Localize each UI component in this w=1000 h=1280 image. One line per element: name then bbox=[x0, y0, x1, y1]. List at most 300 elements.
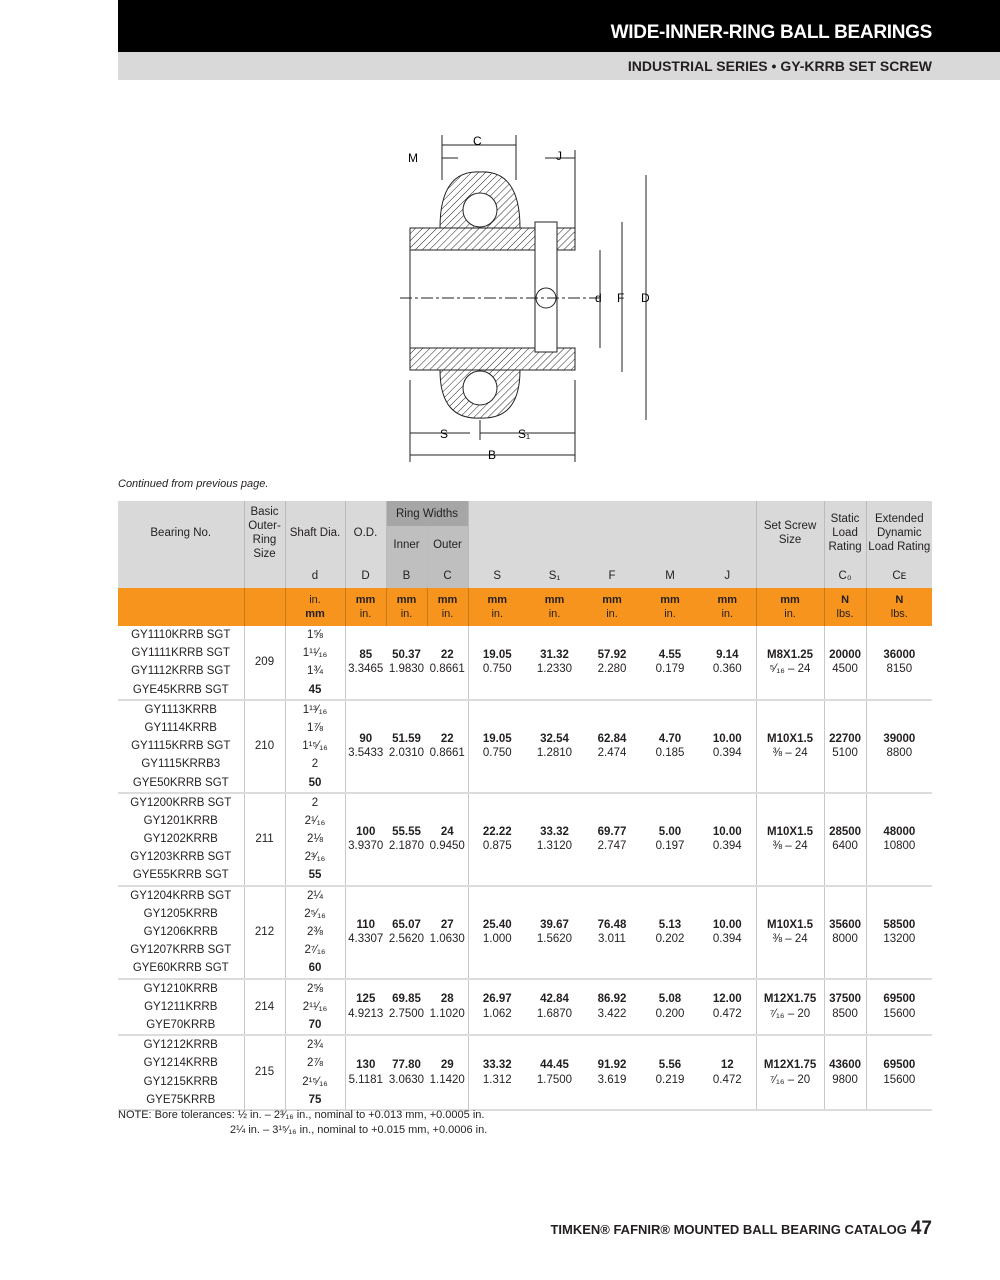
outer-ring-size: 209 bbox=[244, 626, 285, 700]
value-primary: 22700 bbox=[829, 732, 862, 745]
value-secondary: ⅜ – 24 bbox=[772, 840, 808, 853]
value-c0 bbox=[824, 1035, 866, 1110]
value-b bbox=[386, 626, 427, 700]
bearing-number: GYE70KRRB bbox=[146, 1018, 216, 1031]
value-primary: 50.37 bbox=[392, 648, 421, 661]
value-secondary: 2.474 bbox=[597, 747, 627, 760]
unit-label: mm bbox=[396, 594, 417, 606]
value-j bbox=[699, 1035, 756, 1110]
value-c bbox=[427, 626, 468, 700]
label-M: M bbox=[408, 151, 418, 165]
value-primary: 5.00 bbox=[658, 825, 682, 838]
value-c0 bbox=[824, 979, 866, 1036]
value-screw bbox=[756, 700, 824, 793]
value-secondary: 8800 bbox=[886, 747, 913, 760]
col-static-load: Static Load Rating bbox=[824, 501, 866, 564]
value-screw bbox=[756, 626, 824, 700]
value-secondary: 4.9213 bbox=[348, 1007, 384, 1020]
bearing-number: GY1204KRRB SGT bbox=[130, 889, 232, 902]
shaft-diameter: 1⅝ bbox=[307, 629, 323, 641]
value-primary: 33.32 bbox=[540, 825, 569, 838]
unit-label: in. bbox=[400, 608, 413, 620]
value-s1 bbox=[526, 700, 583, 793]
outer-ring-size: 214 bbox=[244, 979, 285, 1036]
shaft-diameter: 50 bbox=[308, 776, 322, 789]
symbol-cell: S₁ bbox=[526, 564, 583, 588]
value-secondary: 0.394 bbox=[712, 747, 742, 760]
value-s1 bbox=[526, 626, 583, 700]
value-secondary: 9800 bbox=[832, 1073, 858, 1086]
value-primary: 4.55 bbox=[658, 648, 682, 661]
value-primary: 33.32 bbox=[482, 1059, 512, 1071]
bearing-number: GY1115KRRB3 bbox=[141, 758, 221, 771]
col-od: O.D. bbox=[345, 501, 386, 564]
unit-cell bbox=[866, 588, 932, 626]
unit-cell bbox=[583, 588, 641, 626]
value-primary: 9.14 bbox=[716, 648, 739, 661]
value-primary: M10X1.5 bbox=[767, 825, 814, 838]
value-secondary: 1.1020 bbox=[429, 1007, 465, 1020]
value-secondary: 2.1870 bbox=[388, 840, 425, 853]
value-secondary: 3.011 bbox=[598, 933, 626, 946]
shaft-diameter: 2¹¹⁄₁₆ bbox=[302, 1000, 328, 1013]
value-secondary: ⁷⁄₁₆ – 20 bbox=[769, 1007, 811, 1020]
bearing-number: GY1206KRRB bbox=[143, 926, 218, 938]
symbol-cell bbox=[244, 564, 285, 588]
value-d bbox=[345, 700, 386, 793]
bearing-number: GYE55KRRB SGT bbox=[132, 869, 229, 882]
value-secondary: 0.750 bbox=[482, 747, 512, 760]
value-secondary: 1.312 bbox=[482, 1073, 512, 1086]
value-primary: M8X1.25 bbox=[767, 648, 814, 661]
bearing-number: GY1212KRRB bbox=[143, 1039, 218, 1052]
value-b bbox=[386, 793, 427, 886]
value-primary: 28500 bbox=[829, 825, 862, 838]
value-c0 bbox=[824, 793, 866, 886]
value-primary: 22.22 bbox=[482, 825, 512, 838]
value-secondary: 3.9370 bbox=[348, 840, 384, 853]
value-secondary: 0.219 bbox=[655, 1073, 685, 1086]
value-primary: 32.54 bbox=[540, 732, 569, 745]
table-row-group bbox=[118, 626, 932, 700]
value-secondary: 0.472 bbox=[712, 1007, 742, 1020]
value-primary: 69.85 bbox=[392, 993, 421, 1006]
unit-cell bbox=[244, 588, 285, 626]
symbol-cell: Cᴇ bbox=[866, 564, 932, 588]
bearing-number: GY1202KRRB bbox=[143, 833, 218, 846]
unit-label: lbs. bbox=[890, 608, 908, 620]
symbol-cell bbox=[118, 564, 244, 588]
value-primary: 69500 bbox=[883, 993, 916, 1006]
value-primary: 51.59 bbox=[392, 732, 421, 745]
shaft-diameter: 2¹⁄₁₆ bbox=[304, 814, 326, 827]
value-f bbox=[583, 886, 641, 979]
page-footer bbox=[550, 1218, 932, 1240]
label-D: D bbox=[641, 291, 650, 305]
value-primary: 4.70 bbox=[658, 732, 682, 745]
value-primary: 130 bbox=[356, 1059, 376, 1071]
value-c bbox=[427, 1035, 468, 1110]
value-primary: M10X1.5 bbox=[767, 732, 814, 745]
value-secondary: 1.6870 bbox=[536, 1007, 573, 1020]
bearing-number: GYE75KRRB bbox=[146, 1093, 216, 1106]
symbol-cell: J bbox=[699, 564, 756, 588]
symbol-cell: D bbox=[345, 564, 386, 588]
value-secondary: ⁷⁄₁₆ – 20 bbox=[769, 1073, 811, 1086]
value-b bbox=[386, 1035, 427, 1110]
unit-label: in. bbox=[721, 608, 734, 620]
value-secondary: 3.5433 bbox=[348, 747, 384, 760]
value-primary: 43600 bbox=[829, 1059, 862, 1071]
value-secondary: 4.3307 bbox=[348, 933, 384, 946]
shaft-diameter: 1¹¹⁄₁₆ bbox=[302, 647, 328, 660]
value-b bbox=[386, 979, 427, 1036]
value-m bbox=[641, 700, 699, 793]
value-secondary: 1.3120 bbox=[536, 840, 573, 853]
value-secondary: 0.179 bbox=[655, 663, 685, 676]
value-c0 bbox=[824, 626, 866, 700]
value-primary: 58500 bbox=[883, 918, 916, 931]
value-j bbox=[699, 886, 756, 979]
value-secondary: 0.8661 bbox=[429, 663, 465, 676]
value-m bbox=[641, 793, 699, 886]
value-c bbox=[427, 793, 468, 886]
value-primary: 76.48 bbox=[597, 918, 627, 931]
value-primary: 86.92 bbox=[597, 993, 627, 1006]
label-F: F bbox=[617, 291, 625, 305]
bearing-diagram bbox=[390, 120, 690, 470]
bearing-number: GY1205KRRB bbox=[143, 907, 218, 920]
value-secondary: 5.1181 bbox=[348, 1073, 383, 1086]
value-s bbox=[468, 886, 526, 979]
shaft-diameters bbox=[285, 886, 345, 979]
value-secondary: 1.000 bbox=[482, 933, 512, 946]
bearing-number: GY1113KRRB bbox=[144, 703, 217, 716]
value-secondary: 13200 bbox=[883, 933, 916, 946]
value-secondary: 0.394 bbox=[712, 840, 742, 853]
value-ce bbox=[866, 626, 932, 700]
table-row-group bbox=[118, 1035, 932, 1110]
value-m bbox=[641, 1035, 699, 1110]
value-screw bbox=[756, 793, 824, 886]
shaft-diameter: 2¼ bbox=[307, 889, 323, 902]
bearing-number: GYE50KRRB SGT bbox=[132, 776, 229, 789]
shaft-diameters bbox=[285, 793, 345, 886]
value-f bbox=[583, 1035, 641, 1110]
symbol-cell: S bbox=[468, 564, 526, 588]
value-primary: 91.92 bbox=[597, 1059, 627, 1071]
catalog-title: TIMKEN® FAFNIR® MOUNTED BALL BEARING CATALOG bbox=[550, 1222, 907, 1237]
value-s bbox=[468, 1035, 526, 1110]
shaft-diameter: 2 bbox=[311, 758, 319, 771]
shaft-diameter: 1⅞ bbox=[307, 721, 323, 734]
col-bearing-no: Bearing No. bbox=[118, 501, 244, 564]
shaft-diameter: 2³⁄₁₆ bbox=[304, 851, 326, 864]
unit-label: mm bbox=[717, 594, 738, 606]
table-row-group bbox=[118, 979, 932, 1036]
value-primary: 25.40 bbox=[482, 918, 512, 931]
value-secondary: 8000 bbox=[832, 933, 858, 946]
value-secondary: 0.8661 bbox=[429, 747, 465, 760]
unit-label: in. bbox=[309, 594, 321, 606]
value-s1 bbox=[526, 1035, 583, 1110]
outer-ring-size: 211 bbox=[244, 793, 285, 886]
unit-label: N bbox=[895, 594, 904, 606]
value-m bbox=[641, 979, 699, 1036]
value-primary: 10.00 bbox=[712, 825, 742, 838]
label-S1: S₁ bbox=[518, 427, 531, 441]
value-secondary: 0.394 bbox=[712, 933, 742, 946]
value-secondary: 3.422 bbox=[597, 1007, 627, 1020]
unit-cell bbox=[526, 588, 583, 626]
value-secondary: 5100 bbox=[832, 747, 858, 760]
value-primary: 31.32 bbox=[540, 648, 569, 661]
unit-label: mm bbox=[487, 594, 508, 606]
value-secondary: 1.5620 bbox=[536, 933, 573, 946]
value-primary: 125 bbox=[356, 993, 376, 1006]
shaft-diameter: 2⁷⁄₁₆ bbox=[304, 944, 326, 957]
value-primary: 57.92 bbox=[597, 648, 627, 661]
col-outer-ring-size: Basic Outer- Ring Size bbox=[244, 501, 285, 564]
value-m bbox=[641, 626, 699, 700]
value-primary: 22 bbox=[440, 732, 454, 745]
value-b bbox=[386, 700, 427, 793]
shaft-diameter: 2⅞ bbox=[307, 1057, 323, 1070]
shaft-diameter: 2⅛ bbox=[307, 833, 323, 846]
page-number: 47 bbox=[910, 1218, 932, 1239]
bearing-numbers bbox=[118, 700, 244, 793]
value-f bbox=[583, 626, 641, 700]
value-j bbox=[699, 793, 756, 886]
unit-label: in. bbox=[441, 608, 454, 620]
value-secondary: 1.062 bbox=[482, 1007, 512, 1020]
value-secondary: 2.280 bbox=[597, 663, 627, 676]
value-s bbox=[468, 979, 526, 1036]
value-s1 bbox=[526, 793, 583, 886]
value-d bbox=[345, 793, 386, 886]
unit-cell bbox=[118, 588, 244, 626]
bearing-numbers bbox=[118, 1035, 244, 1110]
shaft-diameter: 2¾ bbox=[307, 1039, 323, 1052]
value-primary: 55.55 bbox=[392, 825, 421, 838]
bearing-number: GY1203KRRB SGT bbox=[130, 851, 232, 864]
value-primary: 39.67 bbox=[540, 918, 569, 931]
shaft-diameter: 75 bbox=[308, 1093, 322, 1106]
value-s bbox=[468, 700, 526, 793]
value-b bbox=[386, 886, 427, 979]
unit-label: in. bbox=[784, 608, 796, 620]
label-C: C bbox=[473, 134, 482, 148]
unit-label: lbs. bbox=[836, 608, 854, 620]
shaft-diameter: 2⅝ bbox=[307, 982, 323, 995]
shaft-diameters bbox=[285, 626, 345, 700]
symbol-cell: d bbox=[285, 564, 345, 588]
unit-label: mm bbox=[780, 594, 800, 606]
shaft-diameters bbox=[285, 700, 345, 793]
outer-ring-size: 212 bbox=[244, 886, 285, 979]
unit-label: mm bbox=[660, 594, 680, 606]
shaft-diameter: 2¹⁵⁄₁₆ bbox=[302, 1075, 328, 1088]
value-secondary: 0.750 bbox=[482, 663, 512, 676]
value-j bbox=[699, 626, 756, 700]
value-secondary: 2.5620 bbox=[388, 933, 425, 946]
value-primary: 5.08 bbox=[658, 993, 682, 1006]
value-secondary: 1.1420 bbox=[429, 1073, 465, 1086]
symbol-cell: M bbox=[641, 564, 699, 588]
continued-note: Continued from previous page. bbox=[118, 478, 269, 490]
table-row-group bbox=[118, 886, 932, 979]
bearing-number: GY1215KRRB bbox=[143, 1075, 218, 1088]
shaft-diameter: 2⁵⁄₁₆ bbox=[304, 907, 326, 920]
value-c0 bbox=[824, 700, 866, 793]
shaft-diameter: 1¾ bbox=[307, 665, 323, 678]
value-d bbox=[345, 626, 386, 700]
value-secondary: 0.875 bbox=[482, 840, 512, 853]
bearing-numbers bbox=[118, 793, 244, 886]
page-title: WIDE-INNER-RING BALL BEARINGS bbox=[118, 0, 1000, 52]
unit-cell bbox=[386, 588, 427, 626]
unit-cell bbox=[345, 588, 386, 626]
col-ring-widths: Ring Widths bbox=[386, 501, 468, 526]
value-secondary: ⁵⁄₁₆ – 24 bbox=[769, 663, 811, 676]
bearing-number: GY1201KRRB bbox=[143, 814, 218, 827]
value-primary: 28 bbox=[440, 993, 454, 1006]
label-d: d bbox=[595, 291, 602, 305]
value-primary: 62.84 bbox=[597, 732, 627, 745]
bearing-number: GY1112KRRB SGT bbox=[131, 665, 231, 678]
symbol-cell: B bbox=[386, 564, 427, 588]
unit-cell bbox=[285, 588, 345, 626]
unit-label: mm bbox=[602, 594, 622, 606]
value-secondary: 15600 bbox=[883, 1073, 916, 1086]
shaft-diameter: 55 bbox=[308, 869, 322, 882]
value-secondary: ⅜ – 24 bbox=[772, 933, 808, 946]
value-primary: 26.97 bbox=[482, 993, 512, 1006]
value-primary: M10X1.5 bbox=[767, 918, 814, 931]
value-f bbox=[583, 700, 641, 793]
value-primary: 29 bbox=[440, 1059, 454, 1071]
note-line-1: NOTE: Bore tolerances: ½ in. – 2³⁄₁₆ in., nominal to +0.013 mm, +0.0005 in. bbox=[118, 1109, 485, 1121]
value-secondary: 1.2810 bbox=[536, 747, 573, 760]
value-secondary: 1.9830 bbox=[388, 663, 425, 676]
value-f bbox=[583, 793, 641, 886]
col-shaft-dia: Shaft Dia. bbox=[285, 501, 345, 564]
symbol-cell: C₀ bbox=[824, 564, 866, 588]
value-secondary: 3.0630 bbox=[388, 1073, 425, 1086]
outer-ring-size: 215 bbox=[244, 1035, 285, 1110]
bore-tolerance-note bbox=[118, 1108, 487, 1138]
label-B: B bbox=[488, 448, 497, 462]
value-primary: 10.00 bbox=[712, 732, 742, 745]
unit-cell bbox=[824, 588, 866, 626]
value-f bbox=[583, 979, 641, 1036]
value-s bbox=[468, 626, 526, 700]
value-secondary: ⅜ – 24 bbox=[772, 747, 808, 760]
value-secondary: 2.7500 bbox=[388, 1007, 425, 1020]
col-inner: Inner bbox=[386, 526, 427, 564]
unit-cell bbox=[756, 588, 824, 626]
unit-label: mm bbox=[437, 594, 458, 606]
shaft-diameter: 2 bbox=[311, 796, 319, 809]
value-s bbox=[468, 793, 526, 886]
value-secondary: 2.747 bbox=[597, 840, 627, 853]
value-secondary: 0.472 bbox=[712, 1073, 742, 1086]
value-secondary: 10800 bbox=[883, 840, 916, 853]
shaft-diameter: 45 bbox=[308, 683, 322, 696]
shaft-diameter: 70 bbox=[308, 1018, 322, 1031]
table-row-group bbox=[118, 700, 932, 793]
value-primary: 12.00 bbox=[712, 993, 742, 1006]
value-primary: 27 bbox=[440, 918, 454, 931]
value-secondary: 0.9450 bbox=[429, 840, 465, 853]
shaft-diameters bbox=[285, 979, 345, 1036]
value-screw bbox=[756, 886, 824, 979]
bearing-number: GY1200KRRB SGT bbox=[130, 796, 232, 809]
value-d bbox=[345, 1035, 386, 1110]
value-s1 bbox=[526, 886, 583, 979]
bearing-number: GY1115KRRB SGT bbox=[131, 740, 231, 753]
label-J: J bbox=[556, 149, 562, 163]
value-primary: 90 bbox=[359, 732, 373, 745]
shaft-diameter: 60 bbox=[308, 962, 322, 975]
value-primary: 110 bbox=[356, 918, 376, 931]
shaft-diameters bbox=[285, 1035, 345, 1110]
value-primary: 20000 bbox=[829, 648, 862, 661]
value-primary: M12X1.75 bbox=[763, 993, 817, 1006]
value-primary: 69.77 bbox=[597, 825, 627, 838]
value-secondary: 1.7500 bbox=[536, 1073, 573, 1086]
unit-cell bbox=[427, 588, 468, 626]
shaft-diameter: 1¹³⁄₁₆ bbox=[302, 703, 328, 716]
bearing-number: GYE45KRRB SGT bbox=[132, 683, 229, 696]
value-primary: 24 bbox=[440, 825, 454, 838]
note-line-2: 2¼ in. – 3¹⁵⁄₁₆ in., nominal to +0.015 mm, +0.0006 in. bbox=[230, 1124, 488, 1136]
value-primary: 48000 bbox=[883, 825, 916, 838]
value-c0 bbox=[824, 886, 866, 979]
value-primary: 5.56 bbox=[658, 1059, 682, 1071]
value-c bbox=[427, 979, 468, 1036]
value-primary: M12X1.75 bbox=[763, 1059, 817, 1071]
bearing-number: GY1114KRRB bbox=[144, 721, 217, 734]
symbol-cell: C bbox=[427, 564, 468, 588]
value-d bbox=[345, 979, 386, 1036]
value-primary: 19.05 bbox=[482, 732, 512, 745]
value-d bbox=[345, 886, 386, 979]
value-primary: 42.84 bbox=[540, 993, 569, 1006]
value-primary: 37500 bbox=[829, 993, 862, 1006]
value-primary: 65.07 bbox=[392, 918, 421, 931]
value-secondary: 0.200 bbox=[655, 1007, 685, 1020]
unit-cell bbox=[699, 588, 756, 626]
value-primary: 19.05 bbox=[482, 648, 512, 661]
col-dynamic-load: Extended Dynamic Load Rating bbox=[866, 501, 932, 564]
value-primary: 69500 bbox=[883, 1059, 916, 1071]
value-c bbox=[427, 700, 468, 793]
col-blank bbox=[468, 501, 756, 564]
bearing-numbers bbox=[118, 979, 244, 1036]
value-secondary: 6400 bbox=[832, 840, 858, 853]
value-primary: 5.13 bbox=[658, 918, 682, 931]
value-secondary: 0.202 bbox=[655, 933, 685, 946]
value-ce bbox=[866, 979, 932, 1036]
value-ce bbox=[866, 886, 932, 979]
value-secondary: 15600 bbox=[883, 1007, 916, 1020]
col-outer: Outer bbox=[427, 526, 468, 564]
bearing-number: GY1207KRRB SGT bbox=[130, 944, 232, 957]
value-secondary: 0.185 bbox=[655, 747, 685, 760]
bearing-table bbox=[118, 501, 932, 1111]
value-ce bbox=[866, 1035, 932, 1110]
